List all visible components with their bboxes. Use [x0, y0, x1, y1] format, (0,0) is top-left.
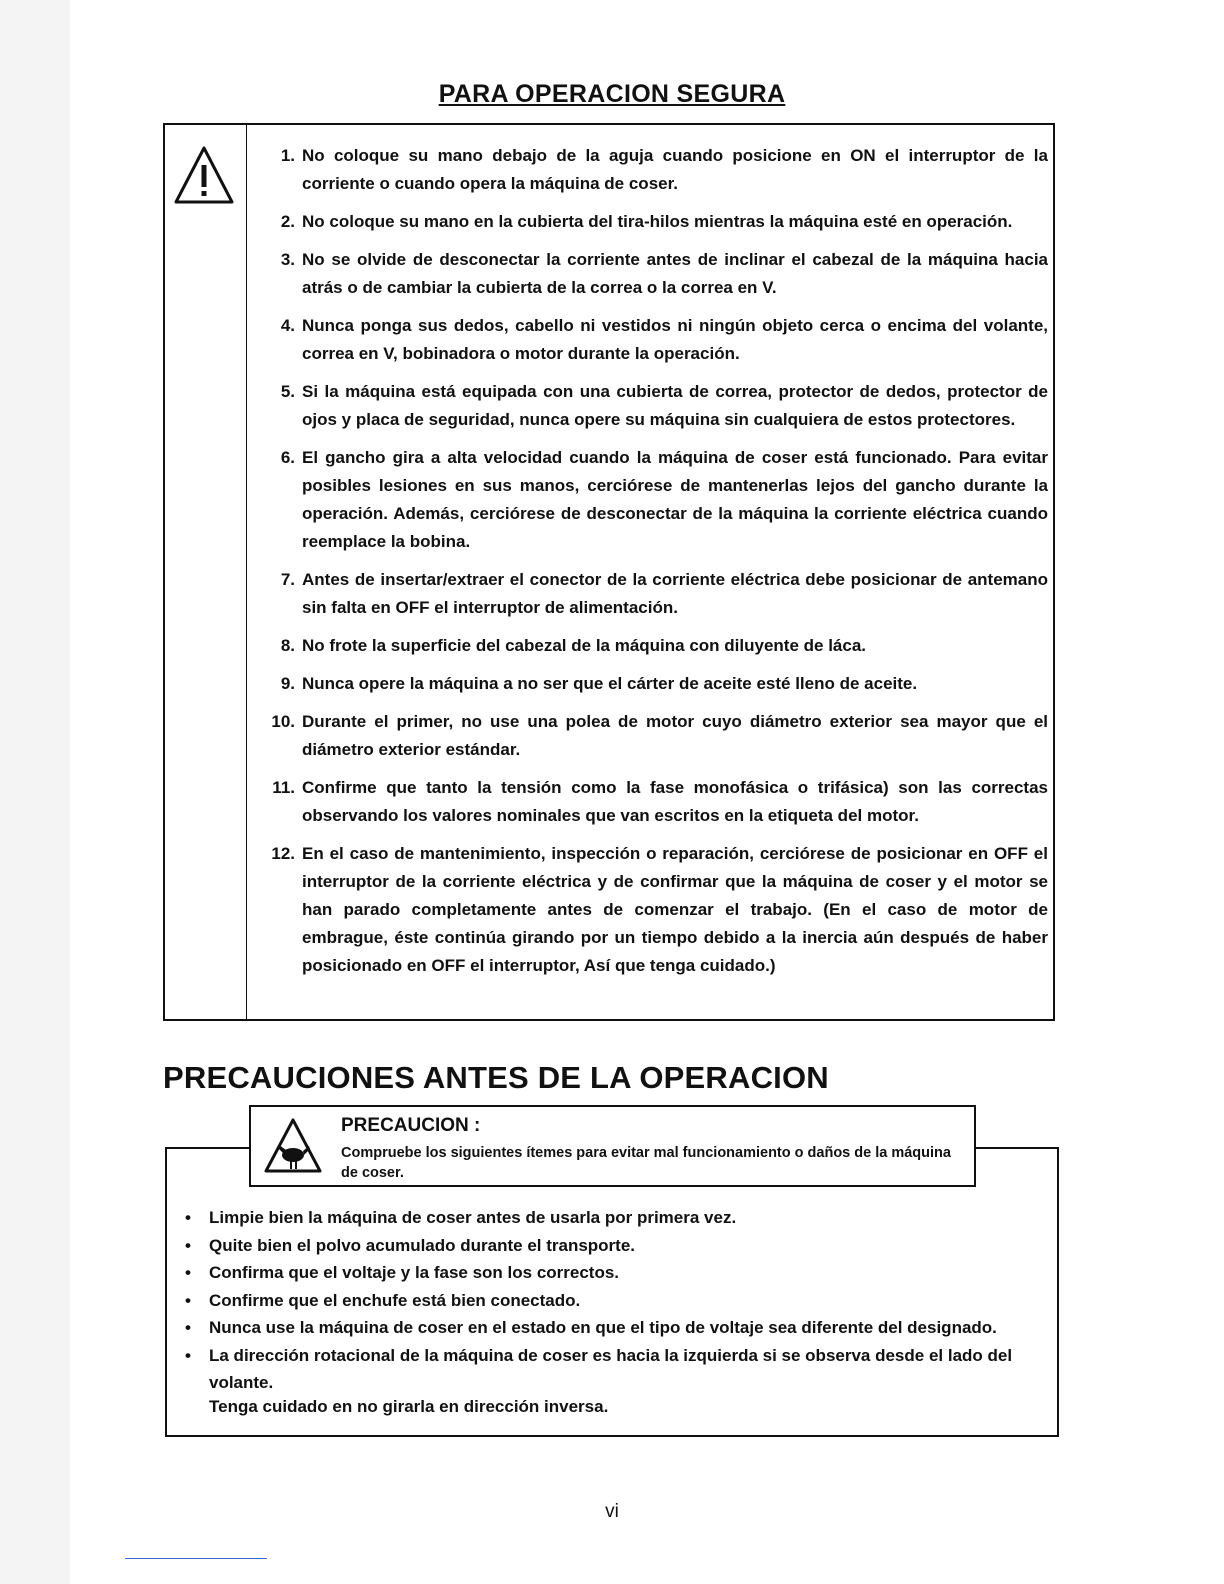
- item-number: 8.: [280, 636, 295, 655]
- item-number: 1.: [280, 146, 295, 165]
- safety-item: [258, 708, 1048, 764]
- item-number: 2.: [280, 212, 295, 231]
- safety-instructions-box: [163, 123, 1055, 1021]
- scan-margin-shade: [0, 0, 70, 1584]
- item-text: No se olvide de desconectar la corriente antes de inclinar el cabezal de la máquina hacia atrás o de cambiar la cubierta de la correa o la correa en V.: [302, 250, 1048, 297]
- precaution-text: La dirección rotacional de la máquina de coser es hacia la izquierda si se observa desde el lado del volante.: [209, 1345, 1013, 1392]
- bullet-icon: •: [185, 1290, 191, 1310]
- bullet-icon: •: [185, 1235, 191, 1255]
- item-number: 5.: [280, 382, 295, 401]
- item-number: 7.: [280, 570, 295, 589]
- item-number: 3.: [280, 250, 295, 269]
- bullet-icon: •: [185, 1208, 191, 1227]
- safety-item: [258, 670, 1048, 698]
- safety-item: [258, 142, 1048, 198]
- precaution-item: [185, 1232, 1045, 1260]
- warning-icon-column: [165, 125, 247, 1019]
- item-text: No coloque su mano debajo de la aguja cuando posicione en ON el interruptor de la corriente o cuando opera la máquina de coser.: [302, 146, 1048, 193]
- item-number: 9.: [280, 674, 295, 693]
- safety-item: [258, 774, 1048, 830]
- safety-item: [258, 208, 1048, 236]
- box-top-border-left: [165, 1147, 251, 1149]
- item-text: Si la máquina está equipada con una cubierta de correa, protector de dedos, protector de ojos y placa de seguridad, nunca opere su máquina sin cualquiera de estos protectores.: [302, 382, 1048, 429]
- precaution-text: Nunca use la máquina de coser en el estado en que el tipo de voltaje sea diferente del designado.: [209, 1318, 997, 1337]
- safety-item: [258, 444, 1048, 556]
- item-text: Durante el primer, no use una polea de motor cuyo diámetro exterior sea mayor que el diámetro exterior estándar.: [302, 712, 1048, 759]
- precaution-item: [185, 1342, 1045, 1397]
- item-number: 4.: [280, 316, 295, 335]
- caution-hand-icon: [263, 1117, 323, 1175]
- bullet-icon: •: [185, 1318, 191, 1337]
- item-text: Nunca opere la máquina a no ser que el cárter de aceite esté lleno de aceite.: [302, 674, 918, 693]
- precautions-title: PRECAUCIONES ANTES DE LA OPERACION: [163, 1060, 829, 1095]
- safety-item: [258, 632, 1048, 660]
- precaution-text: Confirme que el enchufe está bien conectado.: [209, 1290, 581, 1310]
- safe-operation-title: PARA OPERACION SEGURA: [438, 80, 786, 108]
- precautions-bullet-list: [185, 1204, 1045, 1397]
- item-text: El gancho gira a alta velocidad cuando la máquina de coser está funcionado. Para evitar posibles lesiones en sus manos, cerciórese de mantenerlas lejos del gancho durante la operación. Además, cerciórese de desconectar de la máquina la corriente eléctrica cuando reemplace la bobina.: [302, 448, 1048, 551]
- item-text: Antes de insertar/extraer el conector de la corriente eléctrica debe posicionar de antemano sin falta en OFF el interruptor de alimentación.: [302, 570, 1048, 617]
- safety-item: [258, 312, 1048, 368]
- precaution-item: [185, 1314, 1045, 1342]
- item-text: En el caso de mantenimiento, inspección o reparación, cerciórese de posicionar en OFF el interruptor de la corriente eléctrica y de confirmar que la máquina de coser y el motor se han parado completamente antes de comenzar el trabajo. (En el caso de motor de embrague, éste continúa girando por un tiempo debido a la inercia aún después de haber posicionado en OFF el interruptor, Así que tenga cuidado.): [302, 844, 1048, 975]
- box-top-border-right: [974, 1147, 1059, 1149]
- safety-item: [258, 840, 1048, 980]
- precaution-item: [185, 1259, 1045, 1287]
- item-text: Confirme que tanto la tensión como la fase monofásica o trifásica) son las correctas observando los valores nominales que van escritos en la etiqueta del motor.: [302, 778, 1048, 825]
- footer-link-line: [125, 1558, 267, 1559]
- safety-item: [258, 246, 1048, 302]
- item-number: 6.: [280, 448, 295, 467]
- safety-items-list: [258, 142, 1048, 990]
- item-text: No coloque su mano en la cubierta del tira-hilos mientras la máquina esté en operación.: [302, 212, 1013, 231]
- caution-text: Compruebe los siguientes ítemes para evitar mal funcionamiento o daños de la máquina de coser.: [341, 1145, 951, 1181]
- safety-item: [258, 378, 1048, 434]
- precaution-text: Quite bien el polvo acumulado durante el transporte.: [209, 1235, 636, 1255]
- item-number: 11.: [272, 778, 295, 797]
- page-number: vi: [605, 1501, 619, 1522]
- precaution-item: [185, 1204, 1045, 1232]
- item-text: Nunca ponga sus dedos, cabello ni vestidos ni ningún objeto cerca o encima del volante, correa en V, bobinadora o motor durante la operación.: [302, 316, 1048, 363]
- rotation-note: Tenga cuidado en no girarla en dirección inversa.: [209, 1397, 609, 1416]
- caution-header: [249, 1105, 976, 1187]
- safety-item: [258, 566, 1048, 622]
- precaution-item: [185, 1287, 1045, 1315]
- item-number: 10.: [271, 712, 295, 731]
- precaution-text: Limpie bien la máquina de coser antes de usarla por primera vez.: [209, 1208, 737, 1227]
- warning-triangle-icon: [173, 145, 235, 207]
- precaution-text: Confirma que el voltaje y la fase son los correctos.: [209, 1263, 620, 1282]
- item-number: 12.: [271, 844, 295, 863]
- caution-label: PRECAUCION :: [341, 1115, 481, 1136]
- item-text: No frote la superficie del cabezal de la máquina con diluyente de láca.: [302, 636, 867, 655]
- bullet-icon: •: [185, 1263, 191, 1282]
- bullet-icon: •: [185, 1345, 191, 1365]
